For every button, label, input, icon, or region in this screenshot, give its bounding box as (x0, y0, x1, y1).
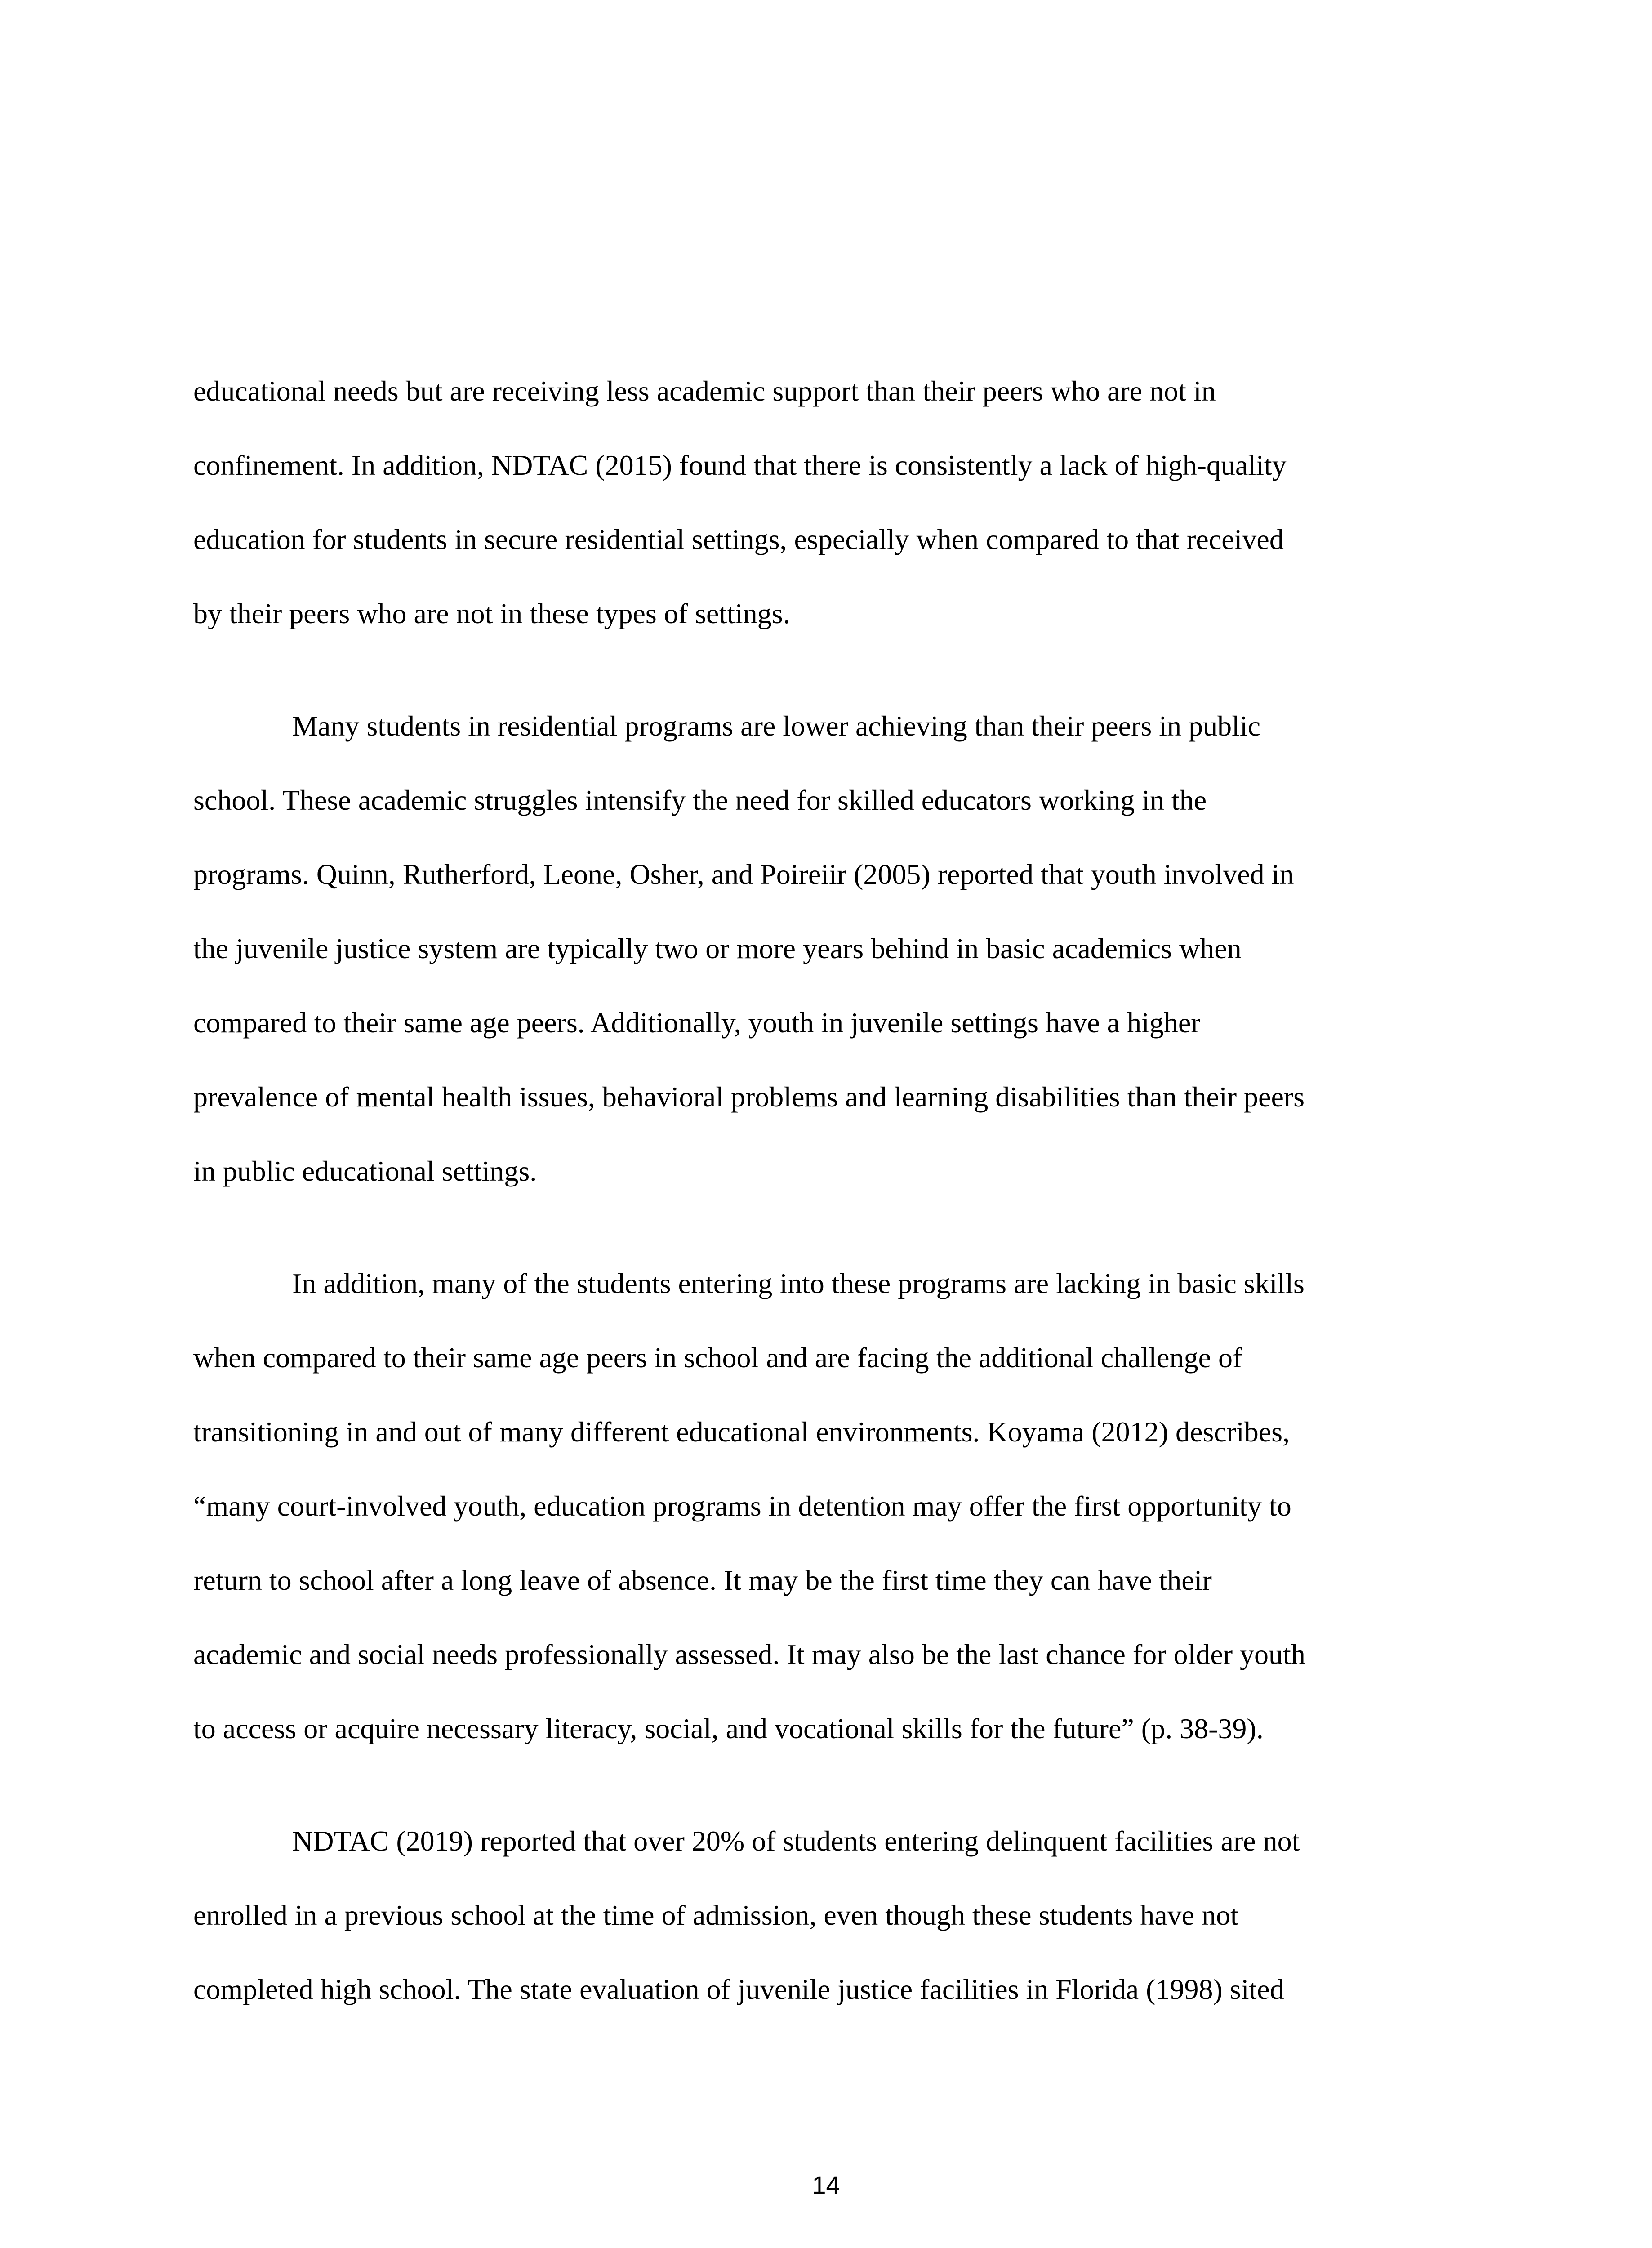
text-line: completed high school. The state evaluation of juvenile justice facilities in Florida (1998) sited (193, 1973, 1284, 2005)
paragraph-spacer (193, 1223, 1465, 1261)
text-line: to access or acquire necessary literacy, social, and vocational skills for the future” (p. 38-39). (193, 1713, 1264, 1744)
paragraph-4 (193, 1819, 1465, 2041)
paragraph-spacer (193, 1780, 1465, 1819)
paragraph-spacer (193, 665, 1465, 704)
paragraph-2 (193, 704, 1465, 1223)
text-line: programs. Quinn, Rutherford, Leone, Osher, and Poireiir (2005) reported that youth involved in (193, 858, 1294, 890)
text-line: enrolled in a previous school at the time of admission, even though these students have not (193, 1899, 1238, 1931)
text-line: education for students in secure residential settings, especially when compared to that received (193, 523, 1284, 555)
text-line: In addition, many of the students entering into these programs are lacking in basic skills (292, 1267, 1305, 1299)
text-line: transitioning in and out of many different educational environments. Koyama (2012) describes, (193, 1416, 1290, 1448)
text-line: school. These academic struggles intensify the need for skilled educators working in the (193, 784, 1207, 816)
paragraph-1 (193, 369, 1465, 665)
body-text (193, 369, 1465, 2041)
text-line: NDTAC (2019) reported that over 20% of students entering delinquent facilities are not (292, 1825, 1300, 1857)
text-line: return to school after a long leave of absence. It may be the first time they can have their (193, 1564, 1212, 1596)
text-line: “many court-involved youth, education programs in detention may offer the first opportunity to (193, 1490, 1291, 1522)
paragraph-3 (193, 1261, 1465, 1780)
text-line: in public educational settings. (193, 1155, 537, 1187)
text-line: prevalence of mental health issues, behavioral problems and learning disabilities than their peers (193, 1081, 1305, 1113)
text-line: the juvenile justice system are typically two or more years behind in basic academics when (193, 932, 1242, 964)
text-line: academic and social needs professionally assessed. It may also be the last chance for older youth (193, 1638, 1305, 1670)
text-line: compared to their same age peers. Additionally, youth in juvenile settings have a higher (193, 1007, 1201, 1039)
text-line: Many students in residential programs are lower achieving than their peers in public (292, 710, 1261, 742)
text-line: confinement. In addition, NDTAC (2015) found that there is consistently a lack of high-quality (193, 449, 1287, 481)
text-line: when compared to their same age peers in school and are facing the additional challenge of (193, 1342, 1242, 1374)
page-number: 14 (812, 2171, 840, 2199)
text-line: by their peers who are not in these types of settings. (193, 598, 790, 629)
text-line: educational needs but are receiving less academic support than their peers who are not in (193, 375, 1216, 407)
